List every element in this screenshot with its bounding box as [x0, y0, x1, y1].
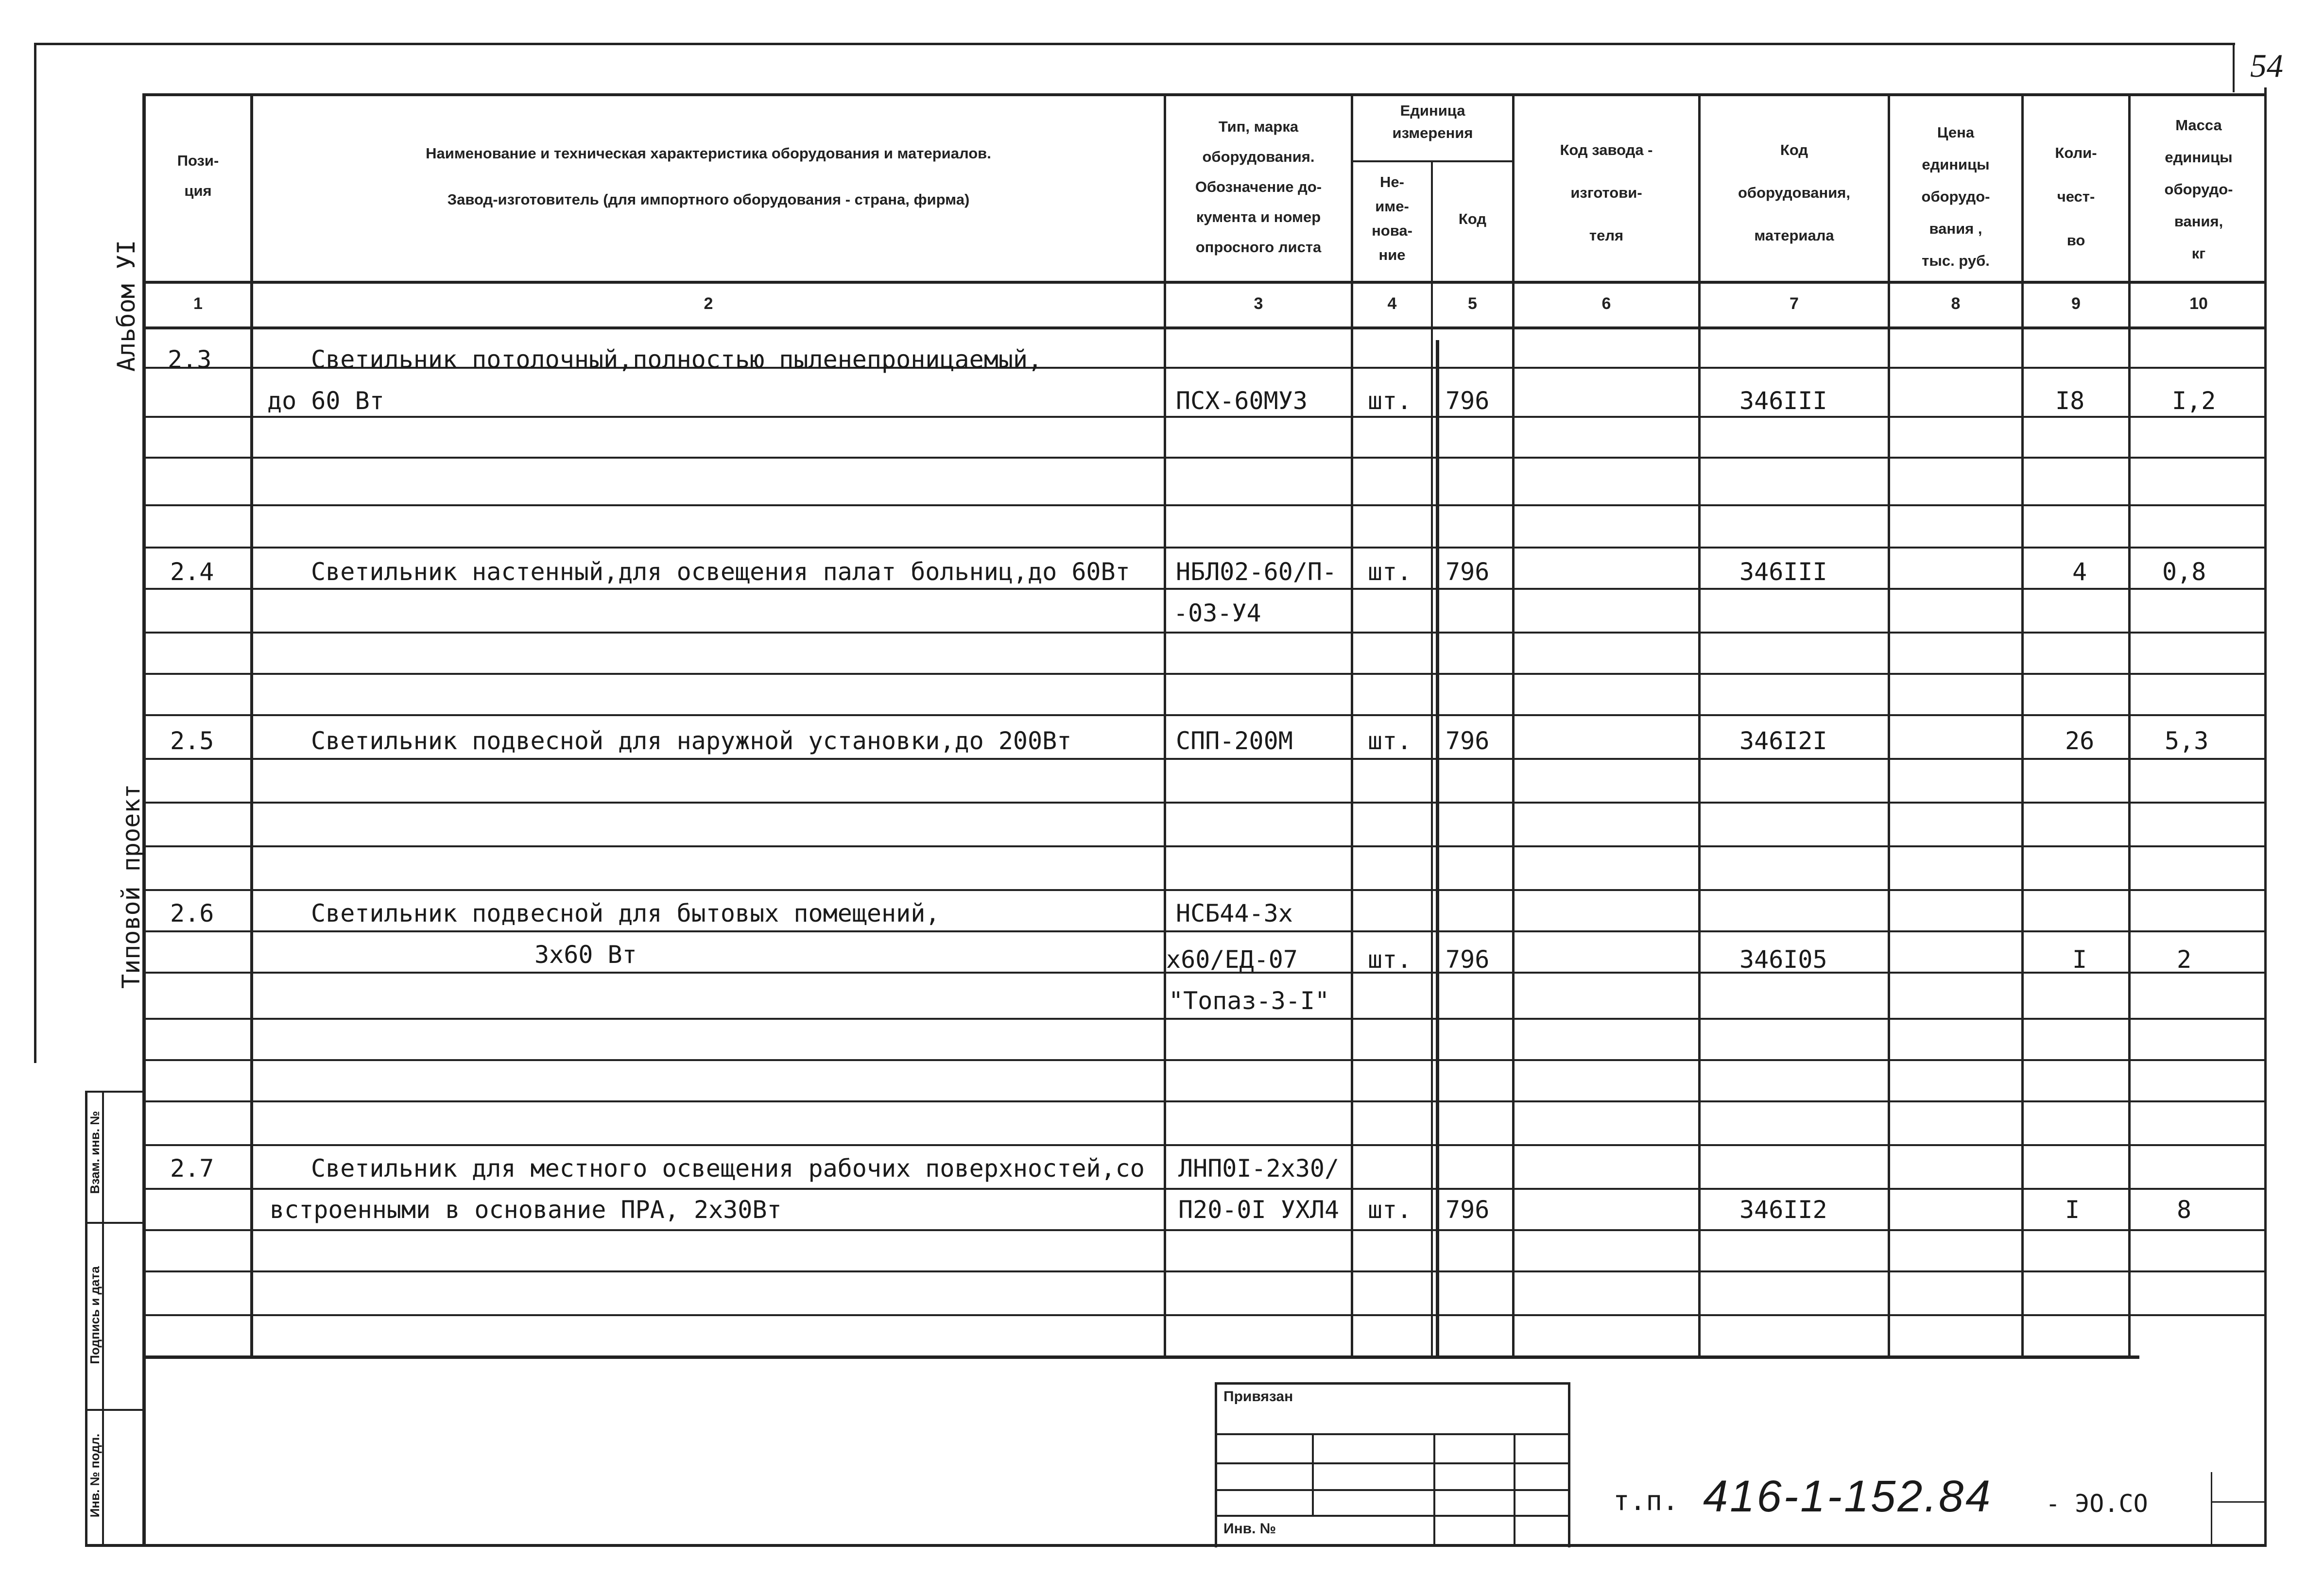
col-number: 2 — [704, 294, 713, 313]
item-qty: 26 — [2065, 727, 2095, 755]
item-equip-code: 346II2 — [1739, 1196, 1827, 1224]
item-position: 2.4 — [170, 558, 214, 586]
col-number: 4 — [1387, 294, 1397, 313]
inv-number-label: Инв. № — [1223, 1521, 1276, 1537]
item-position: 2.5 — [170, 727, 214, 755]
item-name-cont: 3х60 Вт — [534, 941, 637, 969]
item-type-cont: "Топаз-3-I" — [1169, 987, 1330, 1015]
item-qty: I — [2065, 1196, 2080, 1224]
item-type-cont: П20-0I УХЛ4 — [1178, 1196, 1340, 1224]
header-unit-name: Не- име- нова- ние — [1372, 173, 1412, 263]
item-name: Светильник потолочный,полностью пыленепроницаемый, — [311, 345, 1043, 374]
item-mass: 5,3 — [2165, 727, 2209, 755]
col-number: 10 — [2189, 294, 2208, 313]
privyazan-label: Привязан — [1223, 1389, 1293, 1405]
col-number: 7 — [1790, 294, 1799, 313]
album-label: Альбом УІ — [112, 240, 140, 372]
tp-number: 416-1-152.84 — [1703, 1472, 1993, 1521]
item-name: Светильник подвесной для бытовых помещений, — [311, 899, 940, 927]
item-name: Светильник для местного освещения рабочих поверхностей,со — [311, 1154, 1145, 1183]
item-name: Светильник настенный,для освещения палат больниц,до 60Вт — [311, 558, 1130, 586]
item-unit: шт. — [1368, 387, 1412, 415]
vzam-inv-label: Взам. инв. № — [87, 1111, 102, 1194]
item-position: 2.7 — [170, 1154, 214, 1183]
header-pos: Пози- ция — [177, 152, 219, 199]
item-unit: шт. — [1368, 727, 1412, 755]
item-name-cont: до 60 Вт — [267, 387, 384, 415]
item-equip-code: 346III — [1739, 387, 1827, 415]
item-equip-code: 346I2I — [1739, 727, 1827, 755]
item-qty: I8 — [2055, 387, 2085, 415]
item-unit-code: 796 — [1446, 1196, 1490, 1224]
header-equip-code: Код оборудования, материала — [1738, 141, 1850, 244]
item-unit-code: 796 — [1446, 387, 1490, 415]
item-unit-code: 796 — [1446, 727, 1490, 755]
page-number: 54 — [2250, 47, 2283, 84]
col-number: 9 — [2071, 294, 2081, 313]
item-name: Светильник подвесной для наружной установки,до 200Вт — [311, 727, 1072, 755]
header-name-line2: Завод-изготовитель (для импортного оборудования - страна, фирма) — [447, 191, 970, 208]
item-position: 2.6 — [170, 899, 214, 927]
item-unit-code: 796 — [1446, 558, 1490, 586]
col-number: 3 — [1254, 294, 1263, 313]
item-mass: 0,8 — [2162, 558, 2206, 586]
item-unit: шт. — [1368, 945, 1412, 974]
item-type: НБЛ02-60/П- — [1176, 558, 1337, 586]
col-number: 1 — [193, 294, 203, 313]
header-unit-code: Код — [1458, 210, 1487, 227]
item-name-cont: встроенными в основание ПРА, 2х30Вт — [270, 1196, 782, 1224]
item-unit-code: 796 — [1446, 945, 1490, 974]
header-qty: Коли- чест- во — [2055, 144, 2097, 249]
item-type: СПП-200М — [1176, 727, 1293, 755]
col-number: 8 — [1951, 294, 1961, 313]
item-equip-code: 346III — [1739, 558, 1827, 586]
item-qty: I — [2072, 945, 2087, 974]
item-type-cont: -03-У4 — [1173, 599, 1261, 627]
item-mass: I,2 — [2172, 387, 2216, 415]
item-type: НСБ44-3х — [1176, 899, 1293, 927]
tp-suffix: - ЭО.СО — [2046, 1490, 2148, 1518]
header-type: Тип, марка оборудования. Обозначение до- кумента и номер опросного листа — [1195, 118, 1322, 256]
header-name-line1: Наименование и техническая характеристика оборудования и материалов. — [426, 145, 991, 162]
item-type: ЛНП0I-2х30/ — [1178, 1154, 1340, 1183]
col-number: 6 — [1601, 294, 1611, 313]
tp-prefix: т.п. — [1613, 1485, 1679, 1517]
item-qty: 4 — [2072, 558, 2087, 586]
item-equip-code: 346I05 — [1739, 945, 1827, 974]
signature-date-label: Подпись и дата — [87, 1266, 102, 1364]
item-unit: шт. — [1368, 1196, 1412, 1224]
item-type: ПСХ-60МУЗ — [1176, 387, 1308, 415]
col-number: 5 — [1468, 294, 1477, 313]
item-mass: 2 — [2177, 945, 2192, 974]
header-factory: Код завода - изготови- теля — [1560, 141, 1653, 244]
project-label: Типовой проект — [117, 784, 145, 989]
header-price: Цена единицы оборудо- вания , тыс. руб. — [1921, 124, 1990, 269]
item-unit: шт. — [1368, 558, 1412, 586]
header-unit: Единица измерения — [1392, 102, 1473, 141]
item-position: 2.3 — [168, 345, 212, 374]
header-mass: Масса единицы оборудо- вания, кг — [2164, 117, 2233, 262]
item-type-cont: х60/ЕД-07 — [1166, 945, 1298, 974]
item-mass: 8 — [2177, 1196, 2192, 1224]
inv-podl-label: Инв. № подл. — [87, 1433, 102, 1518]
